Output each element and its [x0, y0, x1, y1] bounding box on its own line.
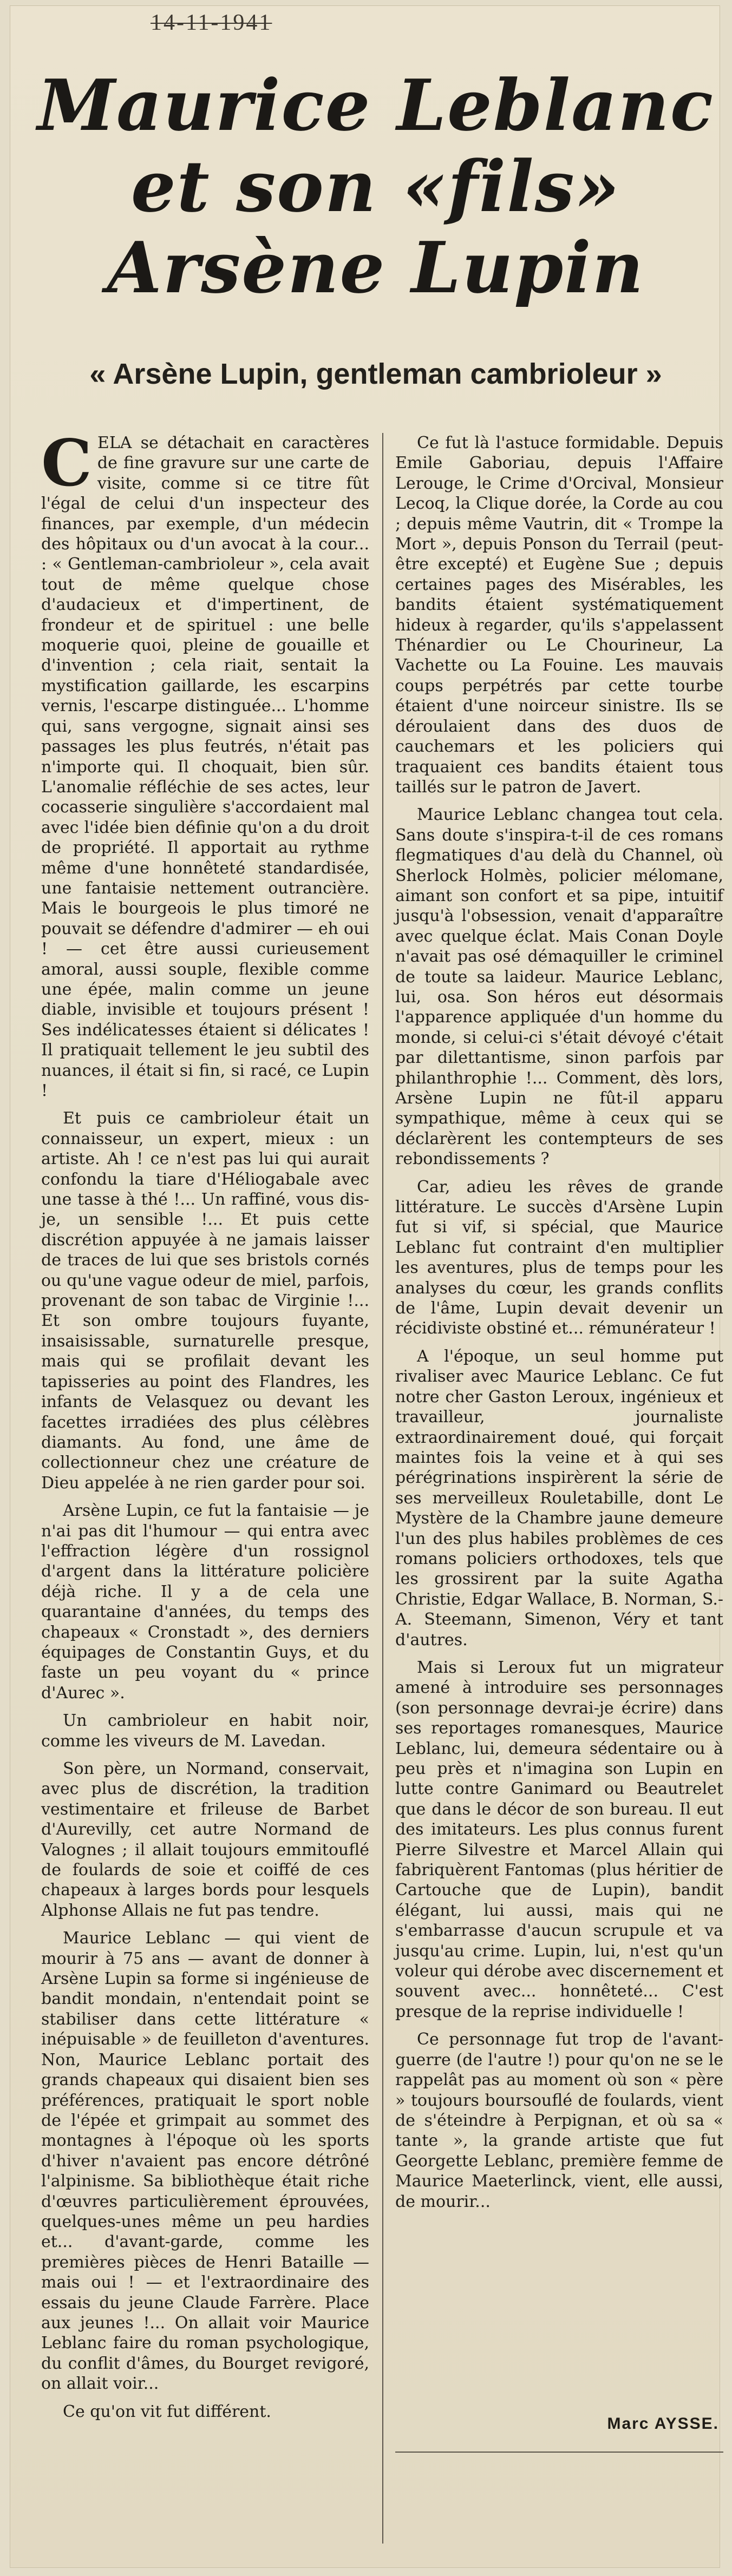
- article-paragraph: A l'époque, un seul homme put rivaliser avec Maurice Leblanc. Ce fut notre cher Gaston Leroux, ingénieux et travailleur, journaliste extraordinairement doué, qui forçait maintes fois la veine et à qui ses pérégrinations inspirèrent la série de ses merveilleux Rouletabille, dont Le Mystère de la Chambre jaune demeure l'un des plus habiles problèmes de ces romans policiers orthodoxes, tels que les grossirent par la suite Agatha Christie, Edgar Wallace, B. Norman, S.-A. Steemann, Simenon, Véry et tant d'autres.: [395, 1346, 723, 1650]
- headline-line-2: et son «fils»: [130, 145, 621, 228]
- author-signature: Marc AYSSE.: [607, 2415, 719, 2433]
- article-paragraph: Ce personnage fut trop de l'avant-guerre (de l'autre !) pour qu'on ne se le rappelât pas au moment où son « père » toujours boursouflé de foulards, vient de s'éteindre à Perpignan, et où sa « tante », la grande artiste que fut Georgette Leblanc, première femme de Maurice Maeterlinck, vient, elle aussi, de mourir...: [395, 2030, 723, 2211]
- article-column-right: [395, 433, 723, 2392]
- subheadline: « Arsène Lupin, gentleman cambrioleur »: [89, 358, 662, 390]
- article-column-left: [41, 425, 369, 2549]
- headline: [31, 64, 720, 314]
- drop-cap: C: [41, 425, 92, 501]
- end-rule: [395, 2452, 723, 2453]
- date-stamp: 14-11-1941: [151, 10, 272, 35]
- article-paragraph: Arsène Lupin, ce fut la fantaisie — je n'ai pas dit l'humour — qui entra avec l'effraction légère d'un rossignol d'argent dans la littérature policière déjà riche. Il y a de cela une quarantaine d'années, du temps des chapeaux « Cronstadt », des derniers équipages de Constantin Guys, et du faste un peu voyant du « prince d'Aurec ».: [41, 1501, 369, 1703]
- article-paragraph: Un cambrioleur en habit noir, comme les viveurs de M. Lavedan.: [41, 1711, 369, 1751]
- article-paragraph: Maurice Leblanc changea tout cela. Sans doute s'inspira-t-il de ces romans flegmatiques d'au delà du Channel, où Sherlock Holmès, policier mélomane, aimant son confort et sa pipe, intuitif jusqu'à l'obsession, venait d'apparaître avec quelque éclat. Mais Conan Doyle n'avait pas osé démaquiller le criminel de toute sa laideur. Maurice Leblanc, lui, osa. Son héros eut désormais l'apparence appliquée d'un homme du monde, si celui-ci s'était dévoyé c'était par dilettantisme, sinon parfois par philanthrophie !... Comment, dès lors, Arsène Lupin ne fût-il apparu sympathique, même à ceux qui se déclarèrent les contempteurs de ses rebondissements ?: [395, 805, 723, 1169]
- headline-line-3: Arsène Lupin: [107, 226, 645, 309]
- article-paragraph: Et puis ce cambrioleur était un connaisseur, un expert, mieux : un artiste. Ah ! ce n'est pas lui qui aurait confondu la tiare d'Héliogabale avec une tasse à thé !... Un raffiné, vous dis-je, un sensible !... Et puis cette discrétion appuyée à ne jamais laisser de traces de lui que ses bristols cornés ou qu'une vague odeur de miel, parfois, provenant de son tabac de Virginie !... Et son ombre toujours fuyante, insaisissable, surnaturelle presque, mais qui se profilait devant les tapisseries au point des Flandres, les infants de Velasquez ou devant les facettes irradiées des plus célèbres diamants. Au fond, une âme de collectionneur chez une créature de Dieu appelée à ne rien garder pour soi.: [41, 1109, 369, 1493]
- article-paragraph: Son père, un Normand, conservait, avec plus de discrétion, la tradition vestimentaire et frileuse de Barbet d'Aurevilly, cet autre Normand de Valognes ; il allait toujours emmitouflé de foulards de soie et coiffé de ces chapeaux à larges bords pour lesquels Alphonse Allais ne fut pas tendre.: [41, 1759, 369, 1920]
- article-paragraph: Car, adieu les rêves de grande littérature. Le succès d'Arsène Lupin fut si vif, si spécial, que Maurice Leblanc fut contraint d'en multiplier les aventures, plus de temps pour les analyses du cœur, les grands conflits de l'âme, Lupin devait devenir un récidiviste obstiné et... rémunérateur !: [395, 1177, 723, 1338]
- column-divider: [382, 433, 383, 2544]
- article-paragraph: Maurice Leblanc — qui vient de mourir à 75 ans — avant de donner à Arsène Lupin sa forme si ingénieuse de bandit mondain, n'entendait point se stabiliser dans cette littérature « inépuisable » de feuilleton d'aventures. Non, Maurice Leblanc portait des grands chapeaux qui disaient bien ses préférences, pratiquait le sport noble de l'épée et grimpait au sommet des montagnes à l'époque où les sports d'hiver n'avaient pas encore détrôné l'alpinisme. Sa bibliothèque était riche d'œuvres particulièrement éprouvées, quelques-unes même un peu hardies et... d'avant-garde, comme les premières pièces de Henri Bataille — mais oui ! — et l'extraordinaire des essais du jeune Claude Farrère. Place aux jeunes !... On allait voir Maurice Leblanc faire du roman psychologique, du conflit d'âmes, du Bourget revigoré, on allait voir...: [41, 1929, 369, 2394]
- newspaper-clipping: [10, 5, 723, 2568]
- article-paragraph: Mais si Leroux fut un migrateur amené à introduire ses personnages (son personnage devrai-je écrire) dans ses reportages romanesques, Maurice Leblanc, lui, demeura sédentaire ou à peu près et n'imagina son Lupin en lutte contre Ganimard ou Beautrelet que dans le décor de son bureau. Il eut des imitateurs. Les plus connus furent Pierre Silvestre et Marcel Allain qui fabriquèrent Fantomas (plus héritier de Cartouche que de Lupin), bandit élégant, lui aussi, mais qui ne s'embarrasse d'aucun scrupule et va jusqu'au crime. Lupin, lui, n'est qu'un voleur qui dérobe avec discernement et souvent avec... honnêteté... C'est presque de la reprise individuelle !: [395, 1658, 723, 2021]
- paragraph-text: ELA se détachait en caractères de fine gravure sur une carte de visite, comme si ce titre fût l'égal de celui d'un inspecteur des finances, par exemple, d'un médecin des hôpitaux ou d'un avocat à la cour... : « Gentleman-cambrioleur », cela avait tout de même quelque chose d'audacieux et d'impertinent, de frondeur et de spirituel : une belle moquerie quoi, pleine de gouaille et d'invention ; cela riait, sentait la mystification gaillarde, les escarpins vernis, l'escarpe distinguée... L'homme qui, sans vergogne, signait ainsi ses passages les plus feutrés, n'était pas n'importe qui. Il choquait, bien sûr. L'anomalie réfléchie de ses actes, leur cocasserie singulière s'accordaient mal avec l'idée bien définie qu'on a du droit de propriété. Il apportait au rythme même d'une honnêteté standardisée, une fantaisie nettement outrancière. Mais le bourgeois le plus timoré ne pouvait se défendre d'admirer — eh oui ! — cet être aussi curieusement amoral, aussi souple, flexible comme une épée, malin comme un jeune diable, invisible et toujours présent ! Ses indélicatesses étaient si délicates ! Il pratiquait tellement le jeu subtil des nuances, il était si fin, si racé, ce Lupin !: [41, 433, 369, 1100]
- article-paragraph: Ce qu'on vit fut différent.: [63, 2402, 271, 2421]
- article-paragraph: Ce fut là l'astuce formidable. Depuis Emile Gaboriau, depuis l'Affaire Lerouge, le Crime d'Orcival, Monsieur Lecoq, la Clique dorée, la Corde au cou ; depuis même Vautrin, dit « Trompe la Mort », depuis Ponson du Terrail (peut-être excepté) et Eugène Sue ; depuis certaines pages des Misérables, les bandits étaient systématiquement hideux à regarder, qu'ils s'appelassent Thénardier ou Le Chourineur, La Vachette ou La Fouine. Les mauvais coups perpétrés par cette tourbe étaient d'une noirceur sinistre. Ils se déroulaient dans des duos de cauchemars et les policiers qui traquaient ces bandits étaient tous taillés sur le patron de Javert.: [395, 433, 723, 797]
- article-paragraph: [41, 425, 369, 1101]
- headline-line-1: Maurice Leblanc: [37, 64, 714, 147]
